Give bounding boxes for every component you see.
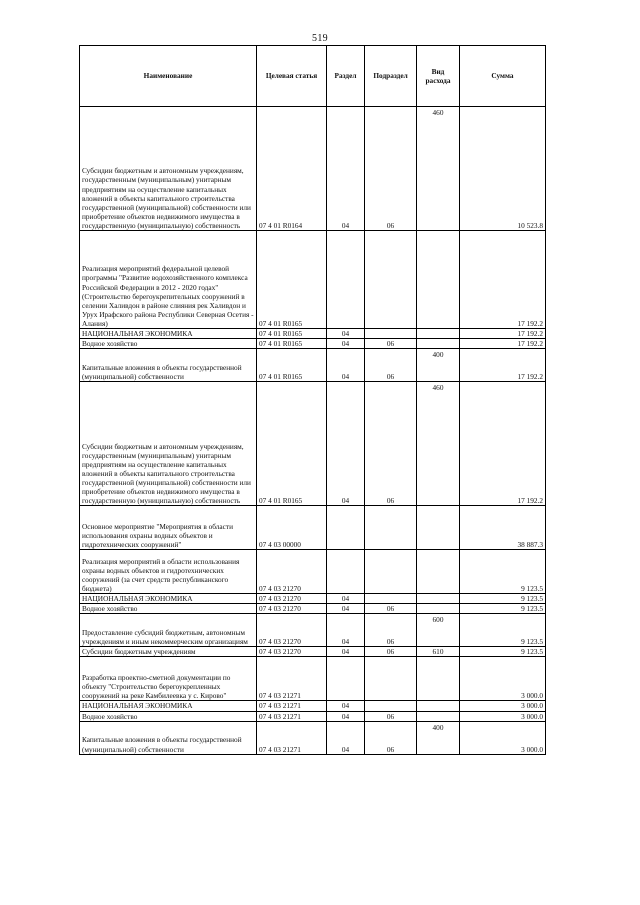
row-expense-type: 400 — [417, 721, 460, 754]
row-target-code: 07 4 03 21270 — [257, 614, 327, 647]
header-amount: Сумма — [460, 46, 546, 107]
row-section — [327, 550, 365, 594]
header-code: Целевая статья — [257, 46, 327, 107]
table-row — [80, 657, 546, 701]
row-subsection — [365, 329, 417, 339]
row-target-code: 07 4 01 R0165 — [257, 339, 327, 349]
table-row — [80, 382, 546, 506]
row-name: Водное хозяйство — [80, 711, 257, 721]
row-section: 04 — [327, 647, 365, 657]
row-subsection: 06 — [365, 339, 417, 349]
row-expense-type: 600 — [417, 614, 460, 647]
row-name: Субсидии бюджетным учреждениям — [80, 647, 257, 657]
row-section: 04 — [327, 349, 365, 382]
row-name: Реализация мероприятий в области использования охраны водных объектов и гидротехнических сооружений (за счет средств республиканского бюджета) — [80, 550, 257, 594]
row-subsection: 06 — [365, 647, 417, 657]
table-row — [80, 506, 546, 550]
row-subsection: 06 — [365, 382, 417, 506]
row-expense-type — [417, 594, 460, 604]
row-expense-type — [417, 506, 460, 550]
row-amount: 3 000.0 — [460, 701, 546, 711]
row-name: Водное хозяйство — [80, 604, 257, 614]
row-expense-type: 610 — [417, 647, 460, 657]
row-amount: 38 887.3 — [460, 506, 546, 550]
row-expense-type — [417, 339, 460, 349]
row-target-code: 07 4 01 R0165 — [257, 329, 327, 339]
table-row — [80, 349, 546, 382]
header-subsection: Подраздел — [365, 46, 417, 107]
row-amount: 9 123.5 — [460, 614, 546, 647]
row-subsection: 06 — [365, 614, 417, 647]
row-expense-type: 460 — [417, 382, 460, 506]
row-subsection — [365, 550, 417, 594]
table-row — [80, 550, 546, 594]
row-name: НАЦИОНАЛЬНАЯ ЭКОНОМИКА — [80, 701, 257, 711]
row-section: 04 — [327, 721, 365, 754]
row-expense-type: 460 — [417, 107, 460, 231]
row-name: Предоставление субсидий бюджетным, автономным учреждениям и иным некоммерческим организациям — [80, 614, 257, 647]
row-name: Разработка проектно-сметной документации по объекту "Строительство берегоукрепленных сооружений на реке Камбилеевка у с. Кирово" — [80, 657, 257, 701]
row-name: Основное мероприятие "Мероприятия в области использования охраны водных объектов и гидротехнических сооружений" — [80, 506, 257, 550]
table-row — [80, 711, 546, 721]
row-expense-type — [417, 711, 460, 721]
table-row — [80, 329, 546, 339]
row-name: Субсидии бюджетным и автономным учреждениям, государственным (муниципальным) унитарным предприятиям на осуществление капитальных вложений в объекты капитального строительства государственной (муниципальной) собственности или приобретение объектов недвижимого имущества в государственную (муниципальную) собственность — [80, 107, 257, 231]
row-amount: 17 192.2 — [460, 329, 546, 339]
row-expense-type — [417, 329, 460, 339]
header-expense-type: Вид расхода — [417, 46, 460, 107]
row-target-code: 07 4 01 R0165 — [257, 382, 327, 506]
row-expense-type — [417, 701, 460, 711]
row-expense-type — [417, 657, 460, 701]
row-subsection: 06 — [365, 711, 417, 721]
table-row — [80, 647, 546, 657]
row-target-code: 07 4 01 R0165 — [257, 349, 327, 382]
row-target-code: 07 4 01 R0165 — [257, 231, 327, 329]
row-section: 04 — [327, 604, 365, 614]
header-name: Наименование — [80, 46, 257, 107]
table-row — [80, 339, 546, 349]
row-subsection — [365, 506, 417, 550]
page-number: 519 — [312, 33, 328, 44]
table-header — [80, 46, 546, 107]
row-subsection — [365, 231, 417, 329]
row-subsection: 06 — [365, 721, 417, 754]
row-name: Реализация мероприятий федеральной целевой программы "Развитие водохозяйственного комплекса Российской Федерации в 2012 - 2020 годах" (Строительство берегоукрепительных сооружений в селении Халивдон в районе слияния рек Халивдон и Урух Ирафского района Республики Северная Осетия - Алания) — [80, 231, 257, 329]
table-row — [80, 594, 546, 604]
row-section: 04 — [327, 382, 365, 506]
row-target-code: 07 4 03 21271 — [257, 657, 327, 701]
row-amount: 9 123.5 — [460, 647, 546, 657]
header-row — [80, 46, 546, 107]
budget-table — [79, 45, 546, 755]
row-name: НАЦИОНАЛЬНАЯ ЭКОНОМИКА — [80, 329, 257, 339]
row-expense-type — [417, 550, 460, 594]
row-target-code: 07 4 03 21271 — [257, 701, 327, 711]
row-subsection: 06 — [365, 604, 417, 614]
row-target-code: 07 4 03 21270 — [257, 594, 327, 604]
row-target-code: 07 4 03 21270 — [257, 604, 327, 614]
row-amount: 17 192.2 — [460, 339, 546, 349]
row-target-code: 07 4 01 R0164 — [257, 107, 327, 231]
row-amount: 9 123.5 — [460, 550, 546, 594]
row-section — [327, 506, 365, 550]
row-subsection — [365, 594, 417, 604]
table-row — [80, 604, 546, 614]
row-amount: 10 523.8 — [460, 107, 546, 231]
row-amount: 17 192.2 — [460, 382, 546, 506]
row-subsection: 06 — [365, 349, 417, 382]
row-target-code: 07 4 03 21271 — [257, 711, 327, 721]
row-amount: 3 000.0 — [460, 721, 546, 754]
row-amount: 17 192.2 — [460, 231, 546, 329]
row-name: НАЦИОНАЛЬНАЯ ЭКОНОМИКА — [80, 594, 257, 604]
table-row — [80, 701, 546, 711]
row-section: 04 — [327, 701, 365, 711]
row-expense-type: 400 — [417, 349, 460, 382]
table-row — [80, 231, 546, 329]
table-row — [80, 721, 546, 754]
row-subsection — [365, 701, 417, 711]
table-row — [80, 107, 546, 231]
row-target-code: 07 4 03 21270 — [257, 550, 327, 594]
row-amount: 9 123.5 — [460, 594, 546, 604]
row-section — [327, 231, 365, 329]
row-section: 04 — [327, 339, 365, 349]
row-section: 04 — [327, 329, 365, 339]
row-name: Субсидии бюджетным и автономным учреждениям, государственным (муниципальным) унитарным предприятиям на осуществление капитальных вложений в объекты капитального строительства государственной (муниципальной) собственности или приобретение объектов недвижимого имущества в государственную (муниципальную) собственность — [80, 382, 257, 506]
row-section — [327, 657, 365, 701]
row-amount: 3 000.0 — [460, 657, 546, 701]
row-section: 04 — [327, 107, 365, 231]
row-amount: 9 123.5 — [460, 604, 546, 614]
row-amount: 17 192.2 — [460, 349, 546, 382]
row-name: Водное хозяйство — [80, 339, 257, 349]
table-row — [80, 614, 546, 647]
row-section: 04 — [327, 711, 365, 721]
row-expense-type — [417, 604, 460, 614]
row-subsection: 06 — [365, 107, 417, 231]
row-section: 04 — [327, 594, 365, 604]
row-name: Капитальные вложения в объекты государственной (муниципальной) собственности — [80, 721, 257, 754]
row-name: Капитальные вложения в объекты государственной (муниципальной) собственности — [80, 349, 257, 382]
row-amount: 3 000.0 — [460, 711, 546, 721]
row-expense-type — [417, 231, 460, 329]
table-body — [80, 107, 546, 755]
row-target-code: 07 4 03 21271 — [257, 721, 327, 754]
row-target-code: 07 4 03 21270 — [257, 647, 327, 657]
row-section: 04 — [327, 614, 365, 647]
row-target-code: 07 4 03 00000 — [257, 506, 327, 550]
row-subsection — [365, 657, 417, 701]
header-section: Раздел — [327, 46, 365, 107]
